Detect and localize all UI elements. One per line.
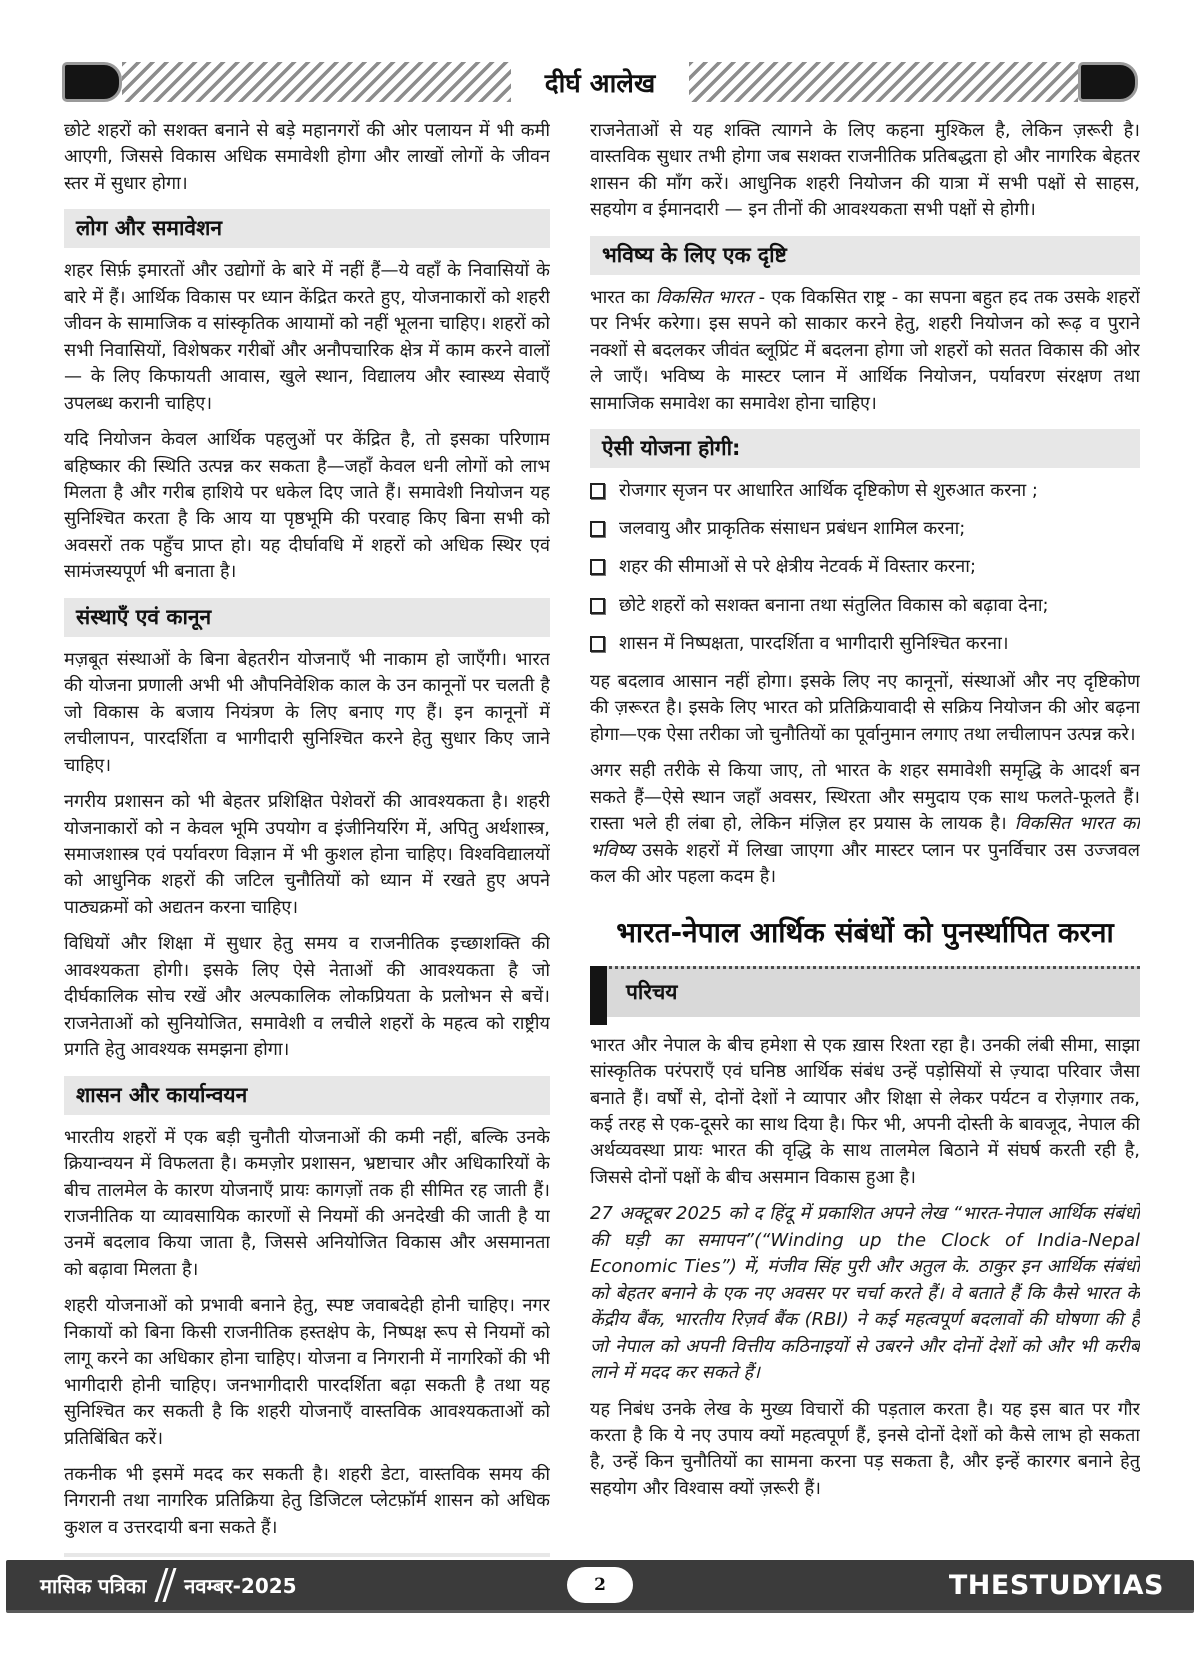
header-right-cap-icon [1078, 62, 1138, 102]
page-footer [6, 1560, 1194, 1613]
section-heading-plan-will-be: ऐसी योजना होगी: [590, 429, 1140, 468]
paragraph [590, 285, 1140, 417]
page-header [62, 60, 1138, 104]
page-header-title: दीर्घ आलेख [544, 69, 656, 99]
double-slash-divider-icon [160, 1568, 170, 1602]
paragraph: भारत और नेपाल के बीच हमेशा से एक ख़ास रिश्ता रहा है। उनकी लंबी सीमा, साझा सांस्कृतिक परंपराएँ एवं घनिष्ठ आर्थिक संबंध उन्हें पड़ोसियों से ज़्यादा परिवार जैसा बनाते हैं। वर्षों से, दोनों देशों ने व्यापार और शिक्षा से लेकर पर्यटन व रोज़गार तक, कई तरह से एक-दूसरे का साथ दिया है। फिर भी, अपनी दोस्ती के बावजूद, नेपाल की अर्थव्यवस्था प्रायः भारत की वृद्धि के साथ तालमेल बिठाने में संघर्ष करती रही है, जिससे दोनों पक्षों के बीच असमान विकास हुआ है। [590, 1034, 1140, 1188]
footer-left-group [6, 1568, 297, 1602]
header-right-decor [689, 62, 1138, 102]
two-column-layout [64, 118, 1140, 1557]
list-item [590, 593, 1140, 618]
section-heading-political-challenge [64, 1553, 550, 1557]
section-heading-people-inclusion: लोग और समावेशन [64, 209, 550, 248]
square-bullet-icon [590, 598, 605, 614]
paragraph: मज़बूत संस्थाओं के बिना बेहतरीन योजनाएँ भी नाकाम हो जाएँगी। भारत की योजना प्रणाली अभी भी औपनिवेशिक काल के उन कानूनों पर चलती है जो विकास के बजाय नियंत्रण के लिए बनाए गए हैं। इन कानूनों में लचीलापन, पारदर्शिता व भागीदारी सुनिश्चित करने हेतु सुधार किए जाने चाहिए। [64, 648, 550, 776]
bullet-text: रोजगार सृजन पर आधारित आर्थिक दृष्टिकोण से शुरुआत करना ; [619, 480, 1038, 502]
text-run: अगर सही तरीके से किया जाए, तो भारत के शहर समावेशी समृद्धि के आदर्श बन सकते हैं—ऐसे स्थान जहाँ अवसर, स्थिरता और समुदाय एक साथ फलते-फूलते हैं। रास्ता भले ही लंबा हो, लेकिन मंज़िल हर प्रयास के लायक है। [590, 760, 1140, 835]
footer-magazine-label: मासिक पत्रिका [40, 1573, 147, 1598]
plan-bullet-list [590, 478, 1140, 656]
section-heading-institutions-laws: संस्थाएँ एवं कानून [64, 598, 550, 637]
bullet-text: शासन में निष्पक्षता, पारदर्शिता व भागीदारी सुनिश्चित करना। [619, 632, 1009, 654]
list-item [590, 631, 1140, 656]
article-title-india-nepal: भारत-नेपाल आर्थिक संबंधों को पुनर्स्थापित करना [616, 915, 1114, 949]
paragraph [590, 758, 1140, 890]
square-bullet-icon [590, 559, 605, 575]
paragraph-italic-citation: 27 अक्टूबर 2025 को द हिंदू में प्रकाशित अपने लेख “भारत-नेपाल आर्थिक संबंधों की घड़ी का समापन”(“Winding up the Clock of India-Nepal Economic Ties”) में, मंजीव सिंह पुरी और अतुल के. ठाकुर इन आर्थिक संबंधों को बेहतर बनाने के एक नए अवसर पर चर्चा करते हैं। वे बताते हैं कि कैसे भारत के केंद्रीय बैंक, भारतीय रिज़र्व बैंक (RBI) ने कई महत्वपूर्ण बदलावों की घोषणा की है जो नेपाल को अपनी वित्तीय कठिनाइयों से उबरने और दोनों देशों को और भी करीब लाने में मदद कर सकते हैं। [590, 1203, 1140, 1384]
text-run: उसके शहरों में लिखा जाएगा और मास्टर प्लान पर पुनर्विचार उस उज्जवल कल की ओर पहला कदम है। [590, 839, 1140, 888]
paragraph: विधियों और शिक्षा में सुधार हेतु समय व राजनीतिक इच्छाशक्ति की आवश्यकता होगी। इसके लिए ऐसे नेताओं की आवश्यकता है जो दीर्घकालिक सोच रखें और अल्पकालिक लोकप्रियता के प्रलोभन से बचें। राजनेताओं को सुनियोजित, समावेशी व लचीले शहरों के महत्व को राष्ट्रीय प्रगति हेतु आवश्यक समझना होगा। [64, 933, 550, 1061]
page-number: 2 [594, 1575, 606, 1595]
footer-issue-label: नवम्बर-2025 [184, 1573, 297, 1598]
right-column [590, 118, 1140, 1557]
header-right-stripes [689, 62, 1078, 102]
paragraph: शहर सिर्फ़ इमारतों और उद्योगों के बारे में नहीं हैं—ये वहाँ के निवासियों के बारे में हैं। आर्थिक विकास पर ध्यान केंद्रित करते हुए, योजनाकारों को शहरी जीवन के सामाजिक व सांस्कृतिक आयामों को नहीं भूलना चाहिए। शहरों को सभी निवासियों, विशेषकर गरीबों और अनौपचारिक क्षेत्र में काम करने वालों — के लिए किफायती आवास, खुले स्थान, विद्यालय और स्वास्थ्य सेवाएँ उपलब्ध करानी चाहिए। [64, 260, 550, 414]
lead-paragraph: छोटे शहरों को सशक्त बनाने से बड़े महानगरों की ओर पलायन में भी कमी आएगी, जिससे विकास अधिक समावेशी होगा और लाखों लोगों के जीवन स्तर में सुधार होगा। [64, 120, 550, 194]
paragraph: नगरीय प्रशासन को भी बेहतर प्रशिक्षित पेशेवरों की आवश्यकता है। शहरी योजनाकारों को न केवल भूमि उपयोग व इंजीनियरिंग में, अपितु अर्थशास्त्र, समाजशास्त्र एवं पर्यावरण विज्ञान में भी कुशल होना चाहिए। विश्वविद्यालयों को आधुनिक शहरों की जटिल चुनौतियों को ध्यान में रखते हुए अपने पाठ्यक्रमों को अद्यतन करना चाहिए। [64, 791, 550, 918]
square-bullet-icon [590, 521, 605, 537]
italic-text-run: विकसित भारत [655, 286, 753, 308]
intro-heading-label: परिचय [626, 979, 678, 1004]
paragraph: राजनेताओं से यह शक्ति त्यागने के लिए कहना मुश्किल है, लेकिन ज़रूरी है। वास्तविक सुधार तभी होगा जब सशक्त राजनीतिक प्रतिबद्धता हो और नागरिक बेहतर शासन की माँग करें। आधुनिक शहरी नियोजन की यात्रा में सभी पक्षों से साहस, सहयोग व ईमानदारी — इन तीनों की आवश्यकता सभी पक्षों से होगी। [590, 120, 1140, 221]
list-item [590, 478, 1140, 503]
bullet-text: छोटे शहरों को सशक्त बनाना तथा संतुलित विकास को बढ़ावा देना; [619, 594, 1049, 616]
paragraph: भारतीय शहरों में एक बड़ी चुनौती योजनाओं की कमी नहीं, बल्कि उनके क्रियान्वयन में विफलता है। कमज़ोर प्रशासन, भ्रष्टाचार और अधिकारियों के बीच तालमेल के कारण योजनाएँ प्रायः कागज़ों तक ही सीमित रह जाती हैं। राजनीतिक या व्यावसायिक कारणों से नियमों की अनदेखी की जाती है या उनमें बदलाव किया जाता है, जिससे अनियोजित विकास और असमानता को बढ़ावा मिलता है। [64, 1126, 550, 1280]
paragraph: यह बदलाव आसान नहीं होगा। इसके लिए नए कानूनों, संस्थाओं और नए दृष्टिकोण की ज़रूरत है। इसके लिए भारत को प्रतिक्रियावादी से सक्रिय नियोजन की ओर बढ़ना होगा—एक ऐसा तरीका जो चुनौतियों का पूर्वानुमान लगाए तथा लचीलापन उत्पन्न करे। [590, 671, 1140, 745]
list-item [590, 554, 1140, 579]
section-heading-introduction [590, 966, 1140, 1017]
footer-brand-logo: THESTUDYIAS [948, 1569, 1164, 1601]
left-column [64, 118, 550, 1557]
square-bullet-icon [590, 483, 605, 499]
bullet-text: शहर की सीमाओं से परे क्षेत्रीय नेटवर्क में विस्तार करना; [619, 556, 977, 578]
square-bullet-icon [590, 636, 605, 652]
black-marker-icon [590, 966, 607, 1025]
section-heading-future-vision: भविष्य के लिए एक दृष्टि [590, 236, 1140, 275]
paragraph: शहरी योजनाओं को प्रभावी बनाने हेतु, स्पष्ट जवाबदेही होनी चाहिए। नगर निकायों को बिना किसी राजनीतिक हस्तक्षेप के, निष्पक्ष रूप से नियमों को लागू करने का अधिकार होना चाहिए। योजना व निगरानी में नागरिकों की भी भागीदारी होनी चाहिए। जनभागीदारी पारदर्शिता बढ़ा सकती है तथा यह सुनिश्चित कर सकती है कि शहरी योजनाएँ वास्तविक आवश्यकताओं को प्रतिबिंबित करें। [64, 1295, 550, 1449]
header-left-decor [62, 62, 511, 102]
section-heading-governance-implementation: शासन और कार्यान्वयन [64, 1076, 550, 1115]
bullet-text: जलवायु और प्राकृतिक संसाधन प्रबंधन शामिल करना; [619, 518, 966, 540]
paragraph: तकनीक भी इसमें मदद कर सकती है। शहरी डेटा, वास्तविक समय की निगरानी तथा नागरिक प्रतिक्रिया हेतु डिजिटल प्लेटफ़ॉर्म शासन को अधिक कुशल व उत्तरदायी बना सकते हैं। [64, 1464, 550, 1538]
header-left-cap-icon [62, 62, 122, 102]
header-left-stripes [122, 62, 511, 102]
text-run: भारत का [590, 286, 656, 308]
paragraph: यह निबंध उनके लेख के मुख्य विचारों की पड़ताल करता है। यह इस बात पर गौर करता है कि ये नए उपाय क्यों महत्वपूर्ण हैं, इनसे दोनों देशों को कैसे लाभ हो सकता है, उन्हें किन चुनौतियों का सामना करना पड़ सकता है, और इन्हें कारगर बनाने हेतु सहयोग और विश्वास क्यों ज़रूरी हैं। [590, 1398, 1140, 1499]
list-item [590, 516, 1140, 541]
paragraph: यदि नियोजन केवल आर्थिक पहलुओं पर केंद्रित है, तो इसका परिणाम बहिष्कार की स्थिति उत्पन्न कर सकता है—जहाँ केवल धनी लोगों को लाभ मिलता है और गरीब हाशिये पर धकेल दिए जाते हैं। समावेशी नियोजन यह सुनिश्चित करता है कि आय या पृष्ठभूमि की परवाह किए बिना सभी को अवसरों तक पहुँच प्राप्त हो। यह दीर्घावधि में शहरों को अधिक स्थिर एवं सामंजस्यपूर्ण भी बनाता है। [64, 429, 550, 583]
italic-text-run: विकसित भारत का भविष्य [590, 813, 1140, 861]
page-number-badge [567, 1567, 633, 1603]
text-run: - एक विकसित राष्ट्र - का सपना बहुत हद तक उसके शहरों पर निर्भर करेगा। इस सपने को साकार करने हेतु, शहरी नियोजन को रूढ़ व पुराने नक्शों से बदलकर जीवंत ब्लूप्रिंट में बदलना होगा जो शहरों को सतत विकास की ओर ले जाएँ। भविष्य के मास्टर प्लान में आर्थिक नियोजन, पर्यावरण संरक्षण तथा सामाजिक समावेश का समावेश होना चाहिए। [590, 286, 1140, 414]
